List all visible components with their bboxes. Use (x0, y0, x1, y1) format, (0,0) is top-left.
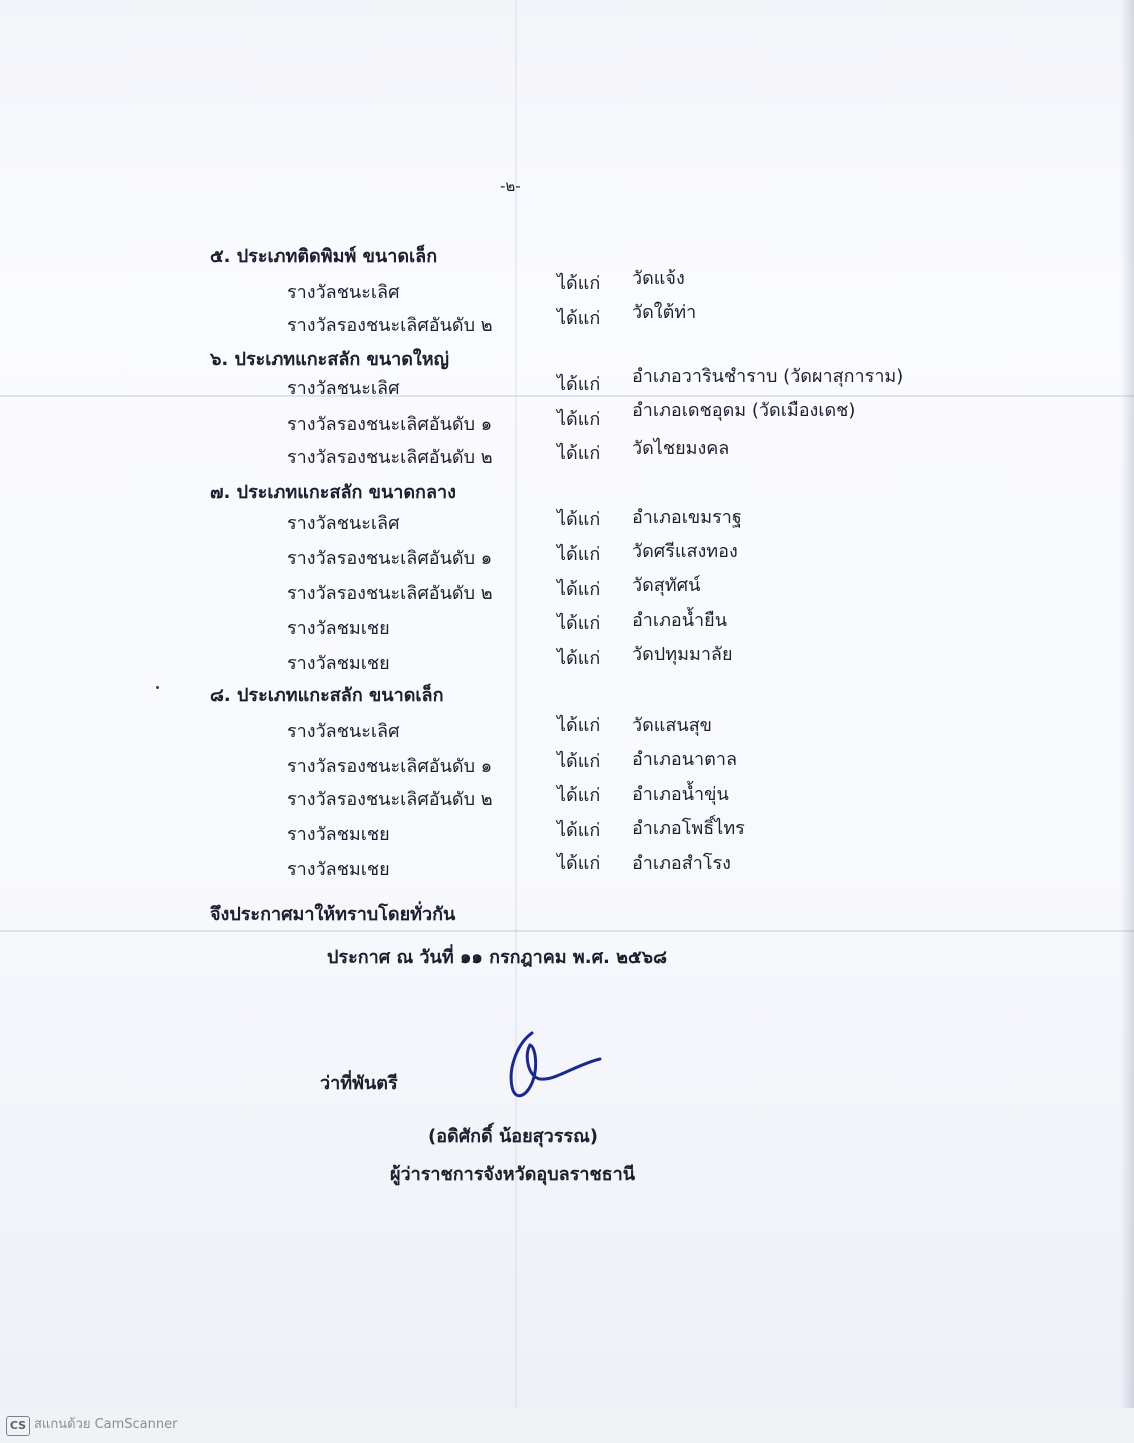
recipient: อำเภอเขมราฐ (632, 507, 742, 528)
award-label: รางวัลชมเชย (287, 859, 390, 880)
given-label: ได้แก่ (557, 509, 601, 530)
award-label: รางวัลรองชนะเลิศอันดับ ๑ (287, 548, 493, 569)
signature-image (500, 1025, 610, 1105)
award-label: รางวัลชนะเลิศ (287, 721, 400, 742)
recipient: วัดไชยมงคล (632, 438, 730, 459)
given-label: ได้แก่ (557, 273, 601, 294)
section-heading: ๕. ประเภทติดพิมพ์ ขนาดเล็ก (210, 246, 438, 267)
recipient: วัดแสนสุข (632, 715, 712, 736)
stray-mark (156, 686, 159, 689)
award-label: รางวัลชมเชย (287, 824, 390, 845)
section-heading: ๗. ประเภทแกะสลัก ขนาดกลาง (210, 482, 456, 503)
given-label: ได้แก่ (557, 853, 601, 874)
award-label: รางวัลชนะเลิศ (287, 378, 400, 399)
paper-edge-shadow (1120, 0, 1134, 1443)
paper-fold (515, 0, 517, 1443)
given-label: ได้แก่ (557, 820, 601, 841)
award-label: รางวัลรองชนะเลิศอันดับ ๒ (287, 789, 493, 810)
scanner-footer (0, 1408, 1134, 1443)
award-label: รางวัลรองชนะเลิศอันดับ ๒ (287, 583, 493, 604)
award-label: รางวัลรองชนะเลิศอันดับ ๑ (287, 414, 493, 435)
recipient: วัดสุทัศน์ (632, 575, 701, 596)
page-number: -๒- (500, 177, 521, 195)
given-label: ได้แก่ (557, 544, 601, 565)
camscanner-logo-icon: CS (6, 1416, 30, 1436)
award-label: รางวัลรองชนะเลิศอันดับ ๑ (287, 756, 493, 777)
date-line: ประกาศ ณ วันที่ ๑๑ กรกฎาคม พ.ศ. ๒๕๖๘ (327, 947, 667, 968)
scanner-watermark: สแกนด้วย CamScanner (34, 1417, 178, 1432)
paper-fold (0, 930, 1134, 932)
award-label: รางวัลชมเชย (287, 618, 390, 639)
recipient: วัดแจ้ง (632, 268, 685, 289)
signer-name: (อดิศักดิ์ น้อยสุวรรณ) (428, 1126, 599, 1147)
given-label: ได้แก่ (557, 613, 601, 634)
recipient: อำเภอโพธิ์ไทร (632, 818, 745, 839)
given-label: ได้แก่ (557, 648, 601, 669)
recipient: อำเภอสำโรง (632, 853, 731, 874)
recipient: วัดศรีแสงทอง (632, 541, 738, 562)
recipient: อำเภอน้ำขุ่น (632, 784, 729, 805)
section-heading: ๖. ประเภทแกะสลัก ขนาดใหญ่ (210, 349, 449, 370)
given-label: ได้แก่ (557, 409, 601, 430)
signer-rank: ว่าที่พันตรี (320, 1073, 398, 1094)
given-label: ได้แก่ (557, 785, 601, 806)
recipient: อำเภอวารินชำราบ (วัดผาสุการาม) (632, 366, 904, 387)
recipient: อำเภอนาตาล (632, 749, 737, 770)
signer-position: ผู้ว่าราชการจังหวัดอุบลราชธานี (390, 1164, 636, 1185)
recipient: วัดใต้ท่า (632, 302, 697, 323)
award-label: รางวัลชมเชย (287, 653, 390, 674)
given-label: ได้แก่ (557, 308, 601, 329)
recipient: อำเภอน้ำยืน (632, 610, 728, 631)
section-heading: ๘. ประเภทแกะสลัก ขนาดเล็ก (210, 685, 444, 706)
award-label: รางวัลรองชนะเลิศอันดับ ๒ (287, 315, 493, 336)
recipient: วัดปทุมมาลัย (632, 644, 733, 665)
given-label: ได้แก่ (557, 579, 601, 600)
given-label: ได้แก่ (557, 751, 601, 772)
award-label: รางวัลชนะเลิศ (287, 282, 400, 303)
given-label: ได้แก่ (557, 715, 601, 736)
award-label: รางวัลชนะเลิศ (287, 513, 400, 534)
recipient: อำเภอเดชอุดม (วัดเมืองเดช) (632, 400, 856, 421)
given-label: ได้แก่ (557, 443, 601, 464)
award-label: รางวัลรองชนะเลิศอันดับ ๒ (287, 447, 493, 468)
announcement: จึงประกาศมาให้ทราบโดยทั่วกัน (210, 904, 456, 925)
given-label: ได้แก่ (557, 374, 601, 395)
